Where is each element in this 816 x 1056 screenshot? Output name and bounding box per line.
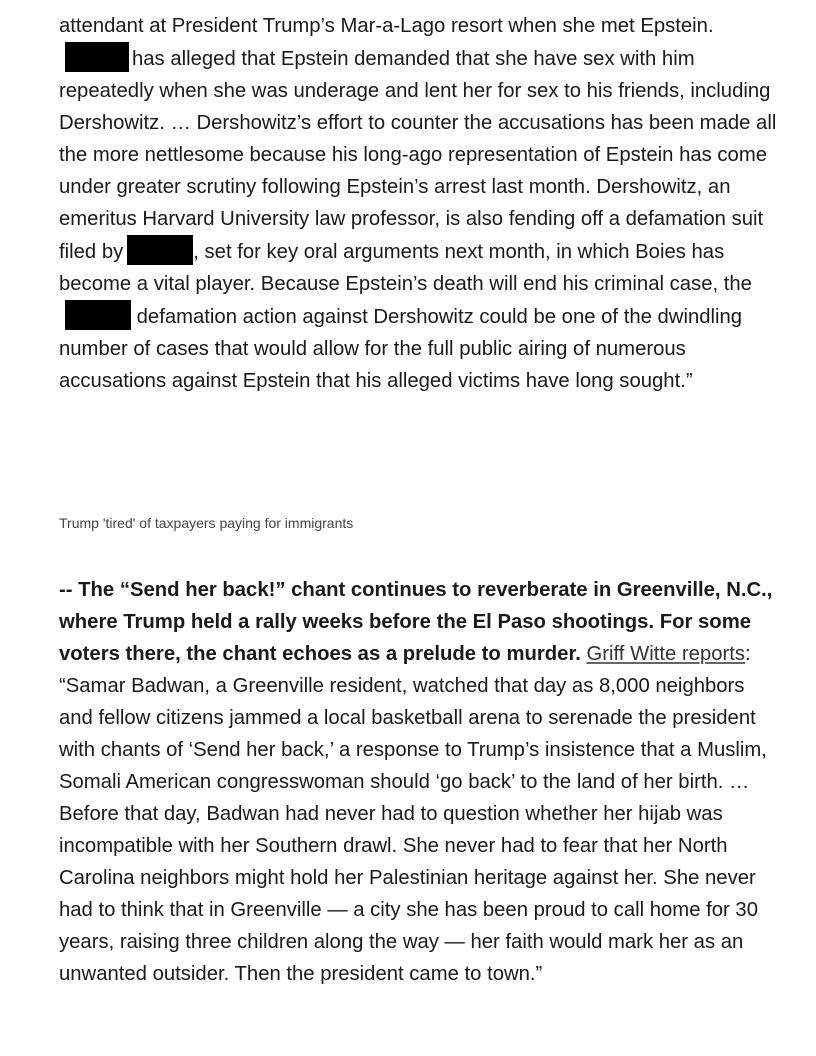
story-bold-lead: -- The “Send her back!” chant continues to reverberate in Greenville, N.C., where Trump held a rally weeks before the El Paso shootings. For some voters there, the chant echoes as a prelude to murder.: [59, 579, 773, 665]
excerpt-text-a: attendant at President Trump’s Mar-a-Lago resort when she met Epstein.: [59, 15, 714, 37]
video-caption[interactable]: Trump 'tired' of taxpayers paying for immigrants: [59, 515, 354, 531]
excerpt-text-c: , set for key oral arguments next month, in which Boies has become a vital player. Because Epstein’s death will end his criminal case, the: [59, 241, 752, 295]
excerpt-text-b: has alleged that Epstein demanded that she have sex with him repeatedly when she was underage and lent her for sex to his friends, including Dershowitz. … Dershowitz’s effort to counter the accusations has been made all the more nettlesome because his long-ago representation of Epstein has come under greater scrutiny following Epstein’s arrest last month. Dershowitz, an emeritus Harvard University law professor, is also fending off a defamation suit filed by: [59, 48, 777, 263]
redaction-box: [127, 235, 193, 265]
excerpt-paragraph: [59, 10, 779, 397]
story-paragraph: [59, 574, 779, 990]
redaction-box: [65, 42, 129, 72]
excerpt-text-d: defamation action against Dershowitz could be one of the dwindling number of cases that would allow for the full public airing of numerous accusations against Epstein that his alleged victims have long sought.”: [59, 306, 743, 392]
redaction-box: [65, 300, 131, 330]
story-body: : “Samar Badwan, a Greenville resident, watched that day as 8,000 neighbors and fellow citizens jammed a local basketball arena to serenade the president with chants of ‘Send her back,’ a response to Trump’s insistence that a Muslim, Somali American congresswoman should ‘go back’ to the land of her birth. … Before that day, Badwan had never had to question whether her hijab was incompatible with her Southern drawl. She never had to fear that her North Carolina neighbors might hold her Palestinian heritage against her. She never had to think that in Greenville — a city she has been proud to call home for 30 years, raising three children along the way — her faith would mark her as an unwanted outsider. Then the president came to town.”: [59, 643, 767, 985]
author-link[interactable]: Griff Witte reports: [586, 643, 746, 665]
article-page: [59, 10, 779, 985]
